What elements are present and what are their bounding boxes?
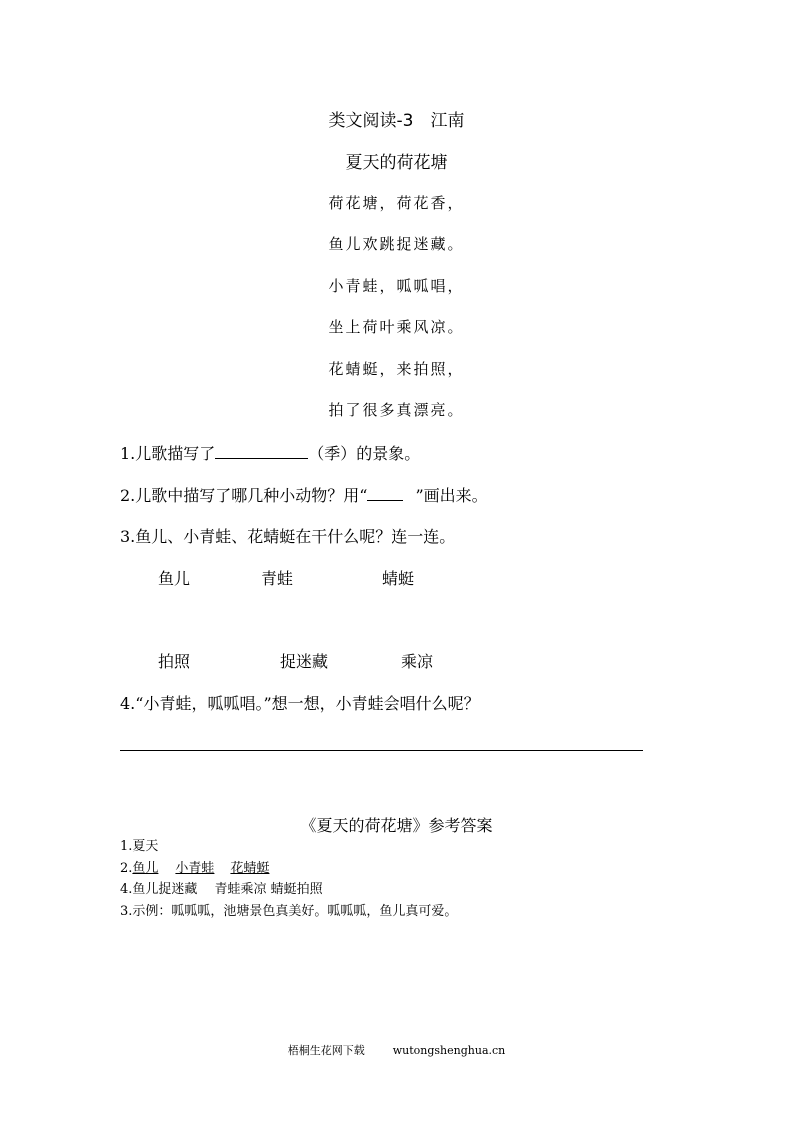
question-2-suffix: ”画出来。 bbox=[415, 486, 488, 505]
match-bottom-hide-seek[interactable]: 捉迷藏 bbox=[280, 652, 329, 671]
answer-3: 4.鱼儿捉迷藏 青蛙乘凉 蜻蜓拍照 bbox=[120, 882, 323, 897]
poem-line-3: 小青蛙，呱呱唱， bbox=[328, 277, 465, 295]
poem-line-6: 拍了很多真漂亮。 bbox=[328, 401, 465, 419]
worksheet-title: 类文阅读-3 江南 bbox=[328, 111, 465, 131]
match-bottom-photo[interactable]: 拍照 bbox=[158, 652, 191, 671]
answer-2-prefix: 2. bbox=[120, 861, 133, 876]
poem-line-2: 鱼儿欢跳捉迷藏。 bbox=[328, 235, 465, 253]
question-2-prefix: 2.儿歌中描写了哪几种小动物？用“ bbox=[120, 486, 368, 505]
poem-title: 夏天的荷花塘 bbox=[345, 153, 448, 173]
match-top-dragonfly[interactable]: 蜻蜓 bbox=[382, 569, 415, 588]
answer-1: 1.夏天 bbox=[120, 839, 159, 854]
match-bottom-cool[interactable]: 乘凉 bbox=[401, 652, 434, 671]
page-footer bbox=[0, 1042, 793, 1058]
answer-key-title: 《夏天的荷花塘》参考答案 bbox=[300, 816, 493, 835]
answer-2-item-frog: 小青蛙 bbox=[175, 861, 215, 876]
question-3: 3.鱼儿、小青蛙、花蜻蜓在干什么呢？连一连。 bbox=[120, 527, 456, 546]
underline-sample bbox=[367, 483, 403, 501]
poem-line-5: 花蜻蜓，来拍照， bbox=[328, 360, 465, 378]
question-1-blank[interactable] bbox=[215, 441, 308, 459]
answer-2 bbox=[120, 857, 283, 876]
poem-line-4: 坐上荷叶乘风凉。 bbox=[328, 318, 465, 336]
footer-site-name: 梧桐生花网下载 bbox=[287, 1044, 365, 1057]
question-1-suffix: （季）的景象。 bbox=[308, 444, 421, 463]
answer-2-item-fish: 鱼儿 bbox=[132, 861, 159, 876]
answer-4: 3.示例：呱呱呱，池塘景色真美好。呱呱呱，鱼儿真可爱。 bbox=[120, 904, 458, 919]
question-2 bbox=[120, 483, 488, 506]
match-top-fish[interactable]: 鱼儿 bbox=[158, 569, 191, 588]
answer-writing-line[interactable] bbox=[120, 750, 643, 751]
question-1 bbox=[120, 441, 420, 464]
poem-line-1: 荷花塘，荷花香， bbox=[328, 194, 465, 212]
footer-url[interactable]: wutongshenghua.cn bbox=[392, 1044, 506, 1057]
question-1-prefix: 1.儿歌描写了 bbox=[120, 444, 216, 463]
match-top-frog[interactable]: 青蛙 bbox=[261, 569, 294, 588]
answer-2-item-dragonfly: 花蜻蜓 bbox=[230, 861, 270, 876]
question-4: 4.“小青蛙，呱呱唱。”想一想，小青蛙会唱什么呢？ bbox=[120, 694, 480, 713]
